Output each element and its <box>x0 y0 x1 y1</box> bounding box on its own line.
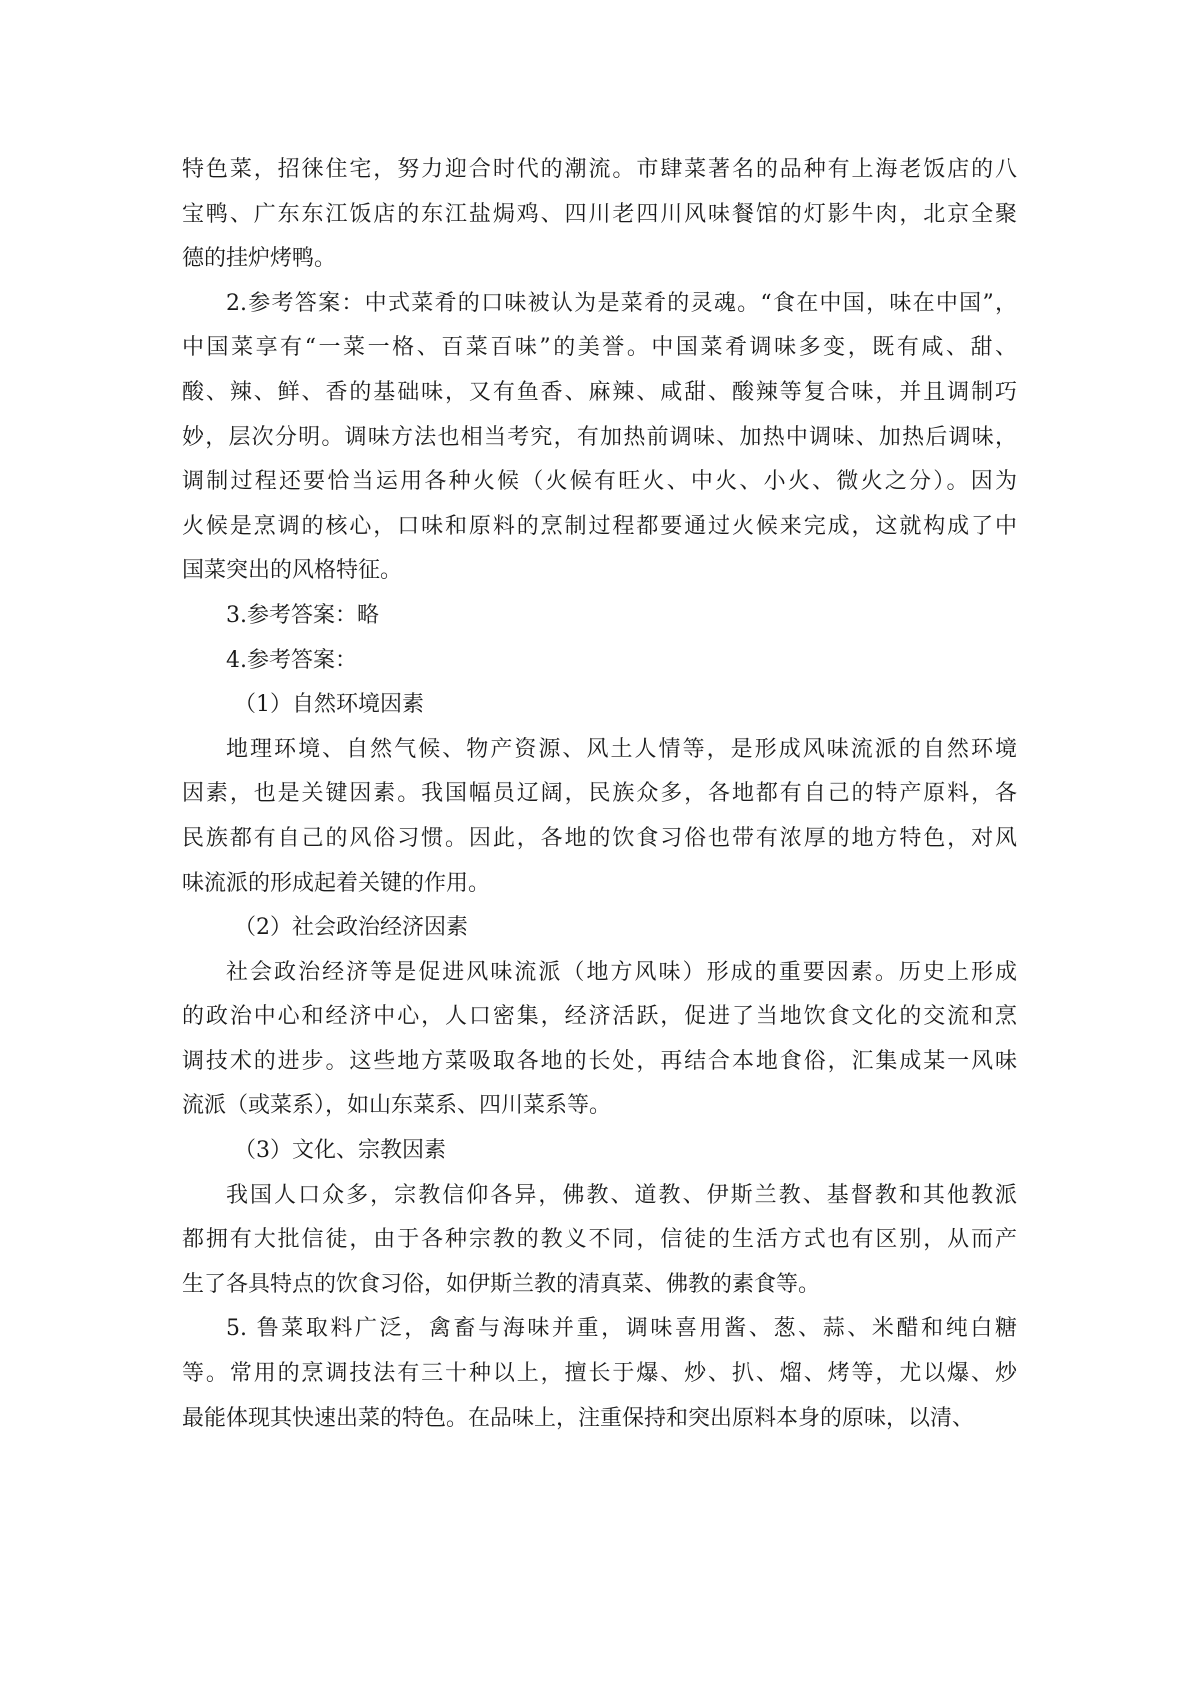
paragraph <box>182 728 1017 906</box>
paragraph <box>182 282 1017 594</box>
text-line: 宝鸭、广东东江饭店的东江盐焗鸡、四川老四川风味餐馆的灯影牛肉，北京全聚 <box>182 201 1017 227</box>
text-line: 的政治中心和经济中心，人口密集，经济活跃，促进了当地饮食文化的交流和烹 <box>182 1004 1017 1030</box>
subheading-text: （3）文化、宗教因素 <box>234 1138 446 1164</box>
document-body <box>182 148 1017 1441</box>
text-line: 生了各具特点的饮食习俗，如伊斯兰教的清真菜、佛教的素食等。 <box>182 1271 821 1297</box>
text-line: 2.参考答案：中式菜肴的口味被认为是菜肴的灵魂。“食在中国，味在中国”， <box>226 290 1017 316</box>
text-line: 中国菜享有“一菜一格、百菜百味”的美誉。中国菜肴调味多变，既有咸、甜、 <box>182 335 1017 361</box>
subheading-text: （2）社会政治经济因素 <box>234 915 468 941</box>
paragraph <box>182 148 1017 282</box>
text-line: 流派（或菜系），如山东菜系、四川菜系等。 <box>182 1093 612 1119</box>
text-line: 5. 鲁菜取料广泛，禽畜与海味并重，调味喜用酱、葱、蒜、米醋和纯白糖 <box>226 1316 1017 1342</box>
text-line: 味流派的形成起着关键的作用。 <box>182 870 491 896</box>
text-line: 等。常用的烹调技法有三十种以上，擅长于爆、炒、扒、熘、烤等，尤以爆、炒 <box>182 1361 1017 1387</box>
text-line: 调制过程还要恰当运用各种火候（火候有旺火、中火、小火、微火之分）。因为 <box>182 469 1017 495</box>
text-line: 都拥有大批信徒，由于各种宗教的教义不同，信徒的生活方式也有区别，从而产 <box>182 1227 1017 1253</box>
text-line: 我国人口众多，宗教信仰各异，佛教、道教、伊斯兰教、基督教和其他教派 <box>226 1182 1017 1208</box>
paragraph <box>182 1174 1017 1308</box>
text-line: 最能体现其快速出菜的特色。在品味上，注重保持和突出原料本身的原味，以清、 <box>182 1405 975 1431</box>
text-line: 4.参考答案： <box>226 647 357 673</box>
section-subheading <box>182 1129 1017 1174</box>
text-line: 民族都有自己的风俗习惯。因此，各地的饮食习俗也带有浓厚的地方特色，对风 <box>182 825 1017 851</box>
paragraph <box>182 594 1017 639</box>
text-line: 社会政治经济等是促进风味流派（地方风味）形成的重要因素。历史上形成 <box>226 959 1017 985</box>
text-line: 妙，层次分明。调味方法也相当考究，有加热前调味、加热中调味、加热后调味， <box>182 424 1017 450</box>
paragraph <box>182 1307 1017 1441</box>
text-line: 火候是烹调的核心，口味和原料的烹制过程都要通过火候来完成，这就构成了中 <box>182 513 1017 539</box>
section-subheading <box>182 683 1017 728</box>
paragraph <box>182 639 1017 684</box>
subheading-text: （1）自然环境因素 <box>234 692 424 718</box>
paragraph <box>182 951 1017 1129</box>
text-line: 国菜突出的风格特征。 <box>182 558 403 584</box>
text-line: 德的挂炉烤鸭。 <box>182 246 337 272</box>
text-line: 地理环境、自然气候、物产资源、风土人情等，是形成风味流派的自然环境 <box>226 736 1017 762</box>
text-line: 调技术的进步。这些地方菜吸取各地的长处，再结合本地食俗，汇集成某一风味 <box>182 1048 1017 1074</box>
section-subheading <box>182 906 1017 951</box>
text-line: 酸、辣、鲜、香的基础味，又有鱼香、麻辣、咸甜、酸辣等复合味，并且调制巧 <box>182 379 1017 405</box>
text-line: 特色菜，招徕住宅，努力迎合时代的潮流。市肆菜著名的品种有上海老饭店的八 <box>182 157 1017 182</box>
text-line: 3.参考答案：略 <box>226 602 379 628</box>
text-line: 因素，也是关键因素。我国幅员辽阔，民族众多，各地都有自己的特产原料，各 <box>182 781 1017 807</box>
